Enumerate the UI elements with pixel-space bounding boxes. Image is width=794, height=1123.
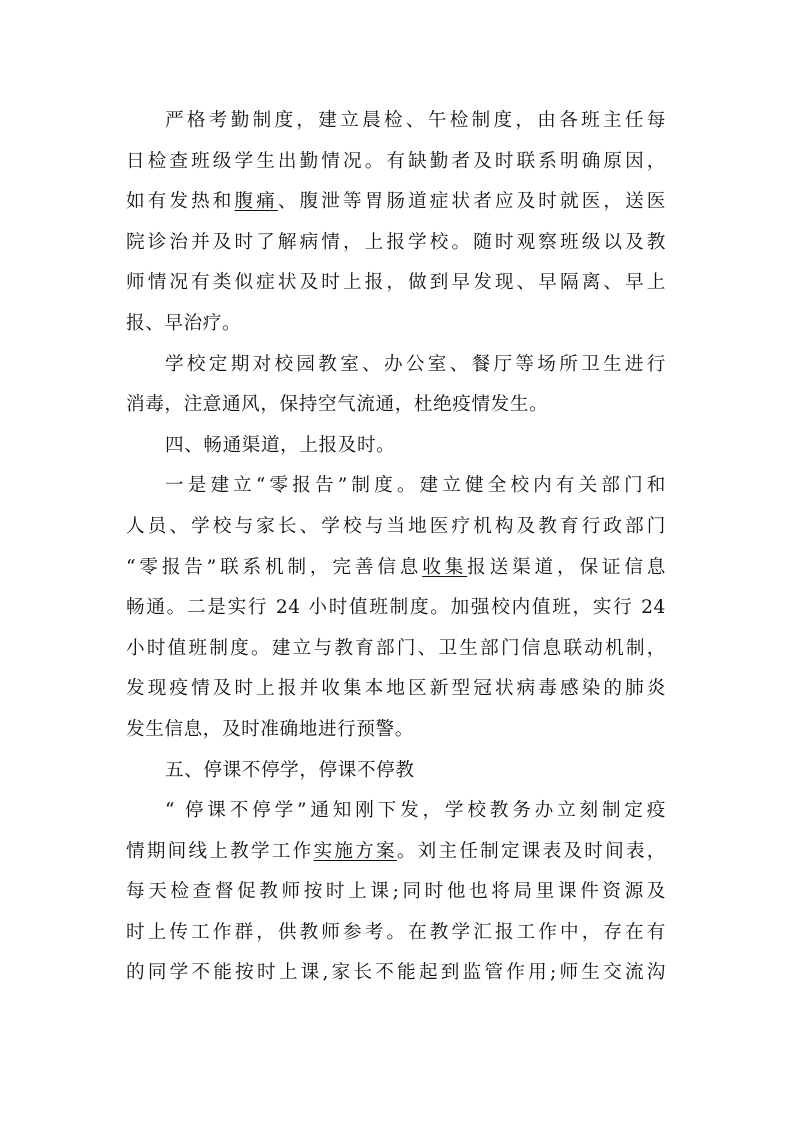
text-line: 如有发热和腹痛、腹泄等胃肠道症状者应及时就医，送医	[126, 191, 666, 213]
paragraph-disinfection	[126, 345, 666, 426]
text-line: 院诊治并及时了解病情，上报学校。随时观察班级以及教	[126, 231, 666, 253]
text-line: 学校定期对校园教室、办公室、餐厅等场所卫生进行	[165, 353, 666, 375]
section-heading-4	[126, 426, 666, 467]
paragraph-reporting	[126, 466, 666, 750]
text-line: 发生信息，及时准确地进行预警。	[126, 718, 414, 740]
text-line: 小时值班制度。建立与教育部门、卫生部门信息联动机制，	[126, 637, 666, 659]
text-line: 情期间线上教学工作实施方案。刘主任制定课表及时间表，	[126, 840, 666, 862]
text-line: 每天检查督促教师按时上课;同时他也将局里课件资源及	[126, 881, 666, 903]
paragraph-attendance	[126, 101, 666, 345]
text-line: “ 停课不停学”通知刚下发，学校教务办立刻制定疫	[165, 800, 666, 822]
text-line: 时上传工作群，供教师参考。在教学汇报工作中，存在有	[126, 921, 666, 943]
text-line: 人员、学校与家长、学校与当地医疗机构及教育行政部门	[126, 515, 666, 537]
text-line: 严格考勤制度，建立晨检、午检制度，由各班主任每	[165, 110, 666, 131]
text-line: 师情况有类似症状及时上报，做到早发现、早隔离、早上	[126, 272, 666, 294]
text-line: 日检查班级学生出勤情况。有缺勤者及时联系明确原因，	[126, 150, 666, 172]
underlined-text: 腹痛	[234, 191, 278, 213]
underlined-text: 实施方案	[313, 840, 397, 862]
text-line: 的同学不能按时上课,家长不能起到监管作用;师生交流沟	[126, 962, 666, 984]
text-line: 畅通。二是实行 24 小时值班制度。加强校内值班，实行 24	[126, 597, 666, 619]
paragraph-online-teaching	[126, 791, 666, 994]
text-line: 消毒，注意通风，保持空气流通，杜绝疫情发生。	[126, 394, 549, 416]
text-line: 四、畅通渠道，上报及时。	[165, 434, 396, 456]
text-line: 五、停课不停学，停课不停教	[165, 759, 415, 781]
document-body	[126, 101, 666, 994]
text-line: 发现疫情及时上报并收集本地区新型冠状病毒感染的肺炎	[126, 678, 666, 700]
underlined-text: 收集	[422, 556, 468, 578]
text-line: 一是建立“零报告”制度。建立健全校内有关部门和	[165, 475, 666, 497]
text-line: 报、早治疗。	[126, 312, 242, 334]
text-line: “零报告”联系机制，完善信息收集报送渠道，保证信息	[126, 556, 667, 578]
section-heading-5	[126, 751, 666, 792]
